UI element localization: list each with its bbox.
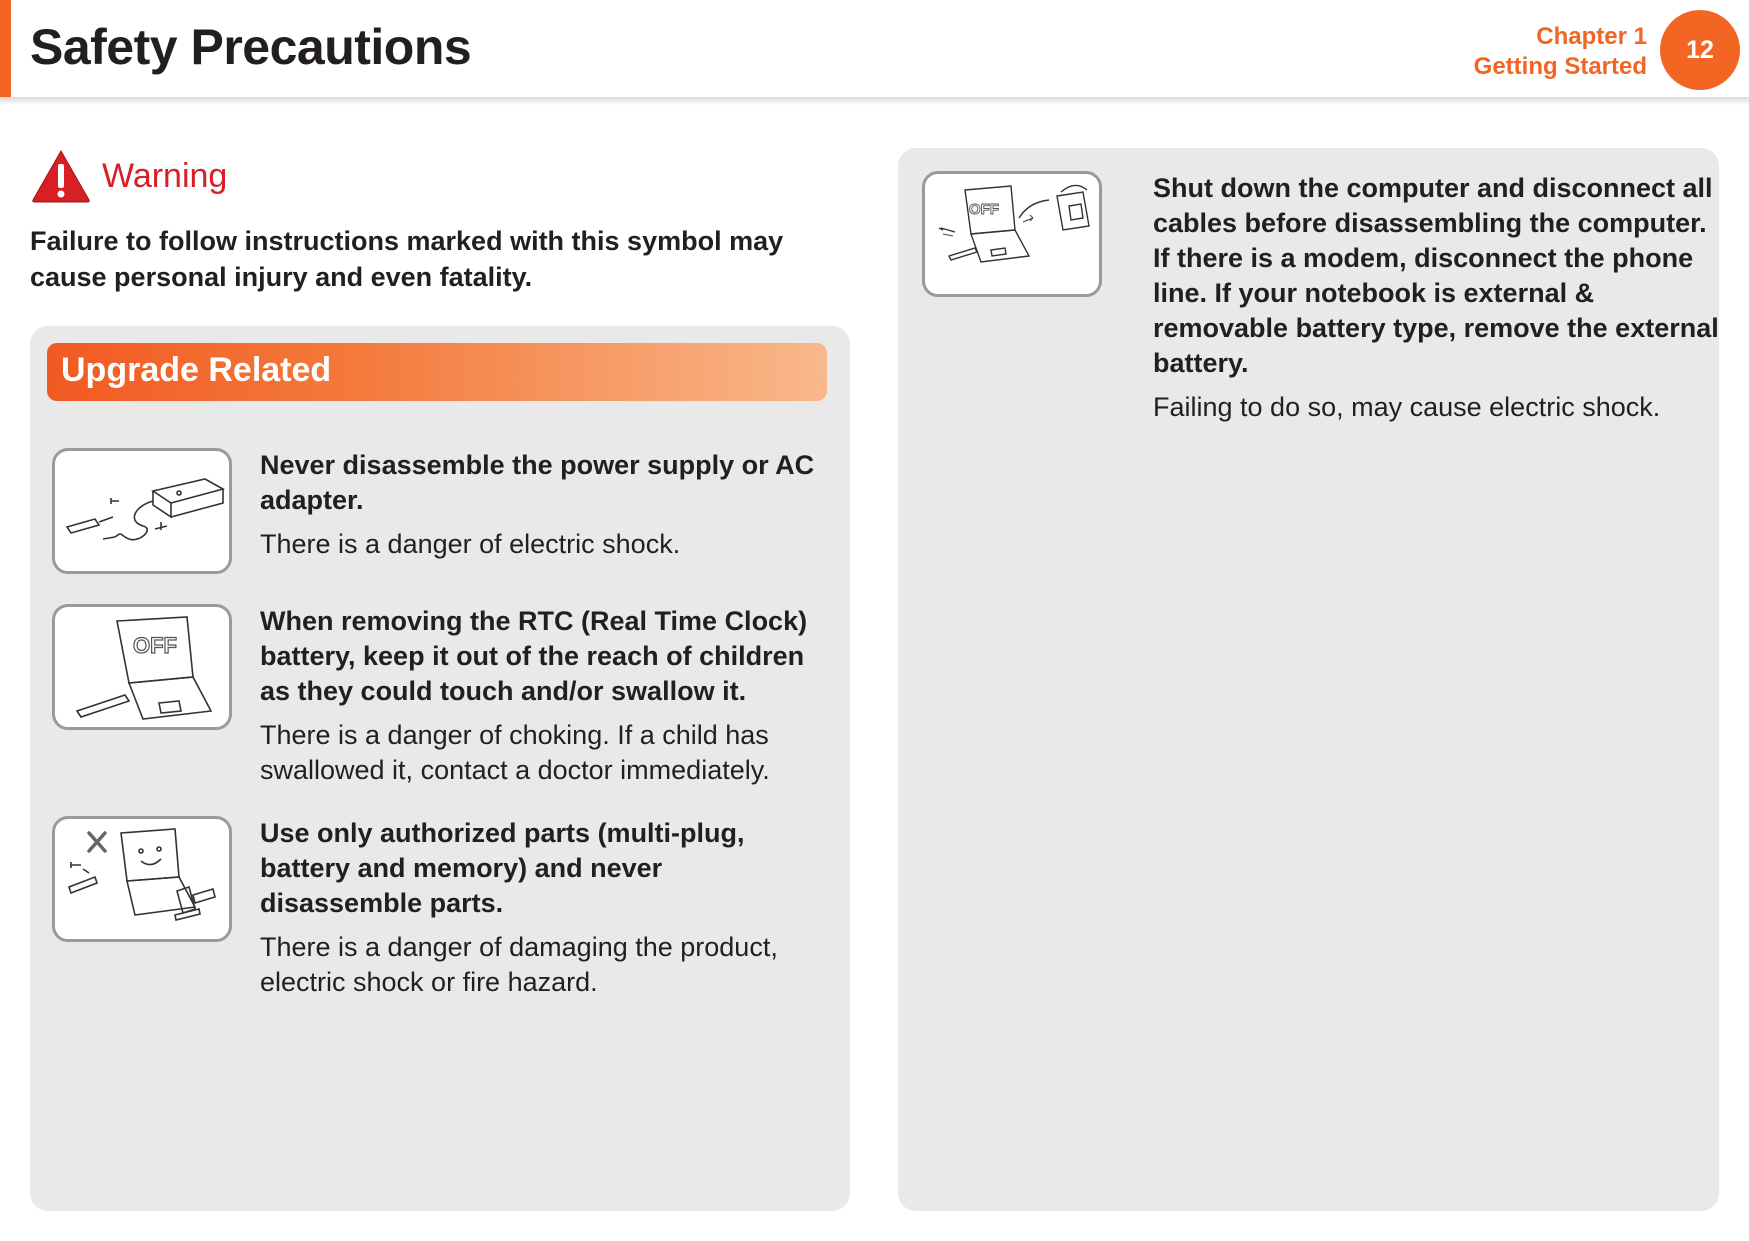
safety-item-text	[260, 604, 820, 788]
safety-item-text	[260, 816, 820, 1000]
item-description: There is a danger of damaging the product, electric shock or fire hazard.	[260, 932, 778, 997]
safety-item-text	[260, 448, 820, 562]
laptop-parts-illustration	[52, 816, 232, 942]
section-header	[47, 343, 827, 401]
item-title: When removing the RTC (Real Time Clock) battery, keep it out of the reach of children as they could touch and/or swallow it.	[260, 606, 808, 706]
chapter-name: Getting Started	[1473, 53, 1647, 80]
item-description: Failing to do so, may cause electric shock.	[1153, 392, 1661, 422]
warning-triangle-icon	[30, 148, 92, 204]
page-number-badge: 12	[1660, 10, 1740, 90]
header-accent-bar	[0, 0, 11, 97]
off-label: OFF	[969, 201, 999, 218]
chapter-indicator	[1474, 22, 1647, 82]
item-description: There is a danger of choking. If a child has swallowed it, contact a doctor immediately.	[260, 720, 770, 785]
item-title: Shut down the computer and disconnect all cables before disassembling the computer. If there is a modem, disconnect the phone line. If your notebook is external & removable battery type, remove the external battery.	[1153, 173, 1719, 378]
item-title: Use only authorized parts (multi-plug, battery and memory) and never disassemble parts.	[260, 818, 745, 918]
item-description: There is a danger of electric shock.	[260, 529, 681, 559]
header-divider	[0, 97, 1749, 105]
laptop-off-battery-illustration	[52, 604, 232, 730]
power-adapter-disassembly-illustration	[52, 448, 232, 574]
disconnect-panel	[898, 148, 1719, 1211]
warning-title: Warning	[102, 156, 228, 195]
upgrade-related-panel	[30, 326, 850, 1211]
page-title: Safety Precautions	[30, 19, 472, 75]
section-title: Upgrade Related	[61, 351, 332, 389]
off-label: OFF	[133, 633, 177, 658]
warning-header	[30, 148, 227, 204]
safety-item-text	[1153, 171, 1723, 425]
item-title: Never disassemble the power supply or AC adapter.	[260, 450, 815, 515]
laptop-phone-disconnect-illustration	[922, 171, 1102, 297]
warning-description: Failure to follow instructions marked with this symbol may cause personal injury and even fatality.	[30, 226, 784, 292]
chapter-label: Chapter 1	[1536, 23, 1647, 50]
